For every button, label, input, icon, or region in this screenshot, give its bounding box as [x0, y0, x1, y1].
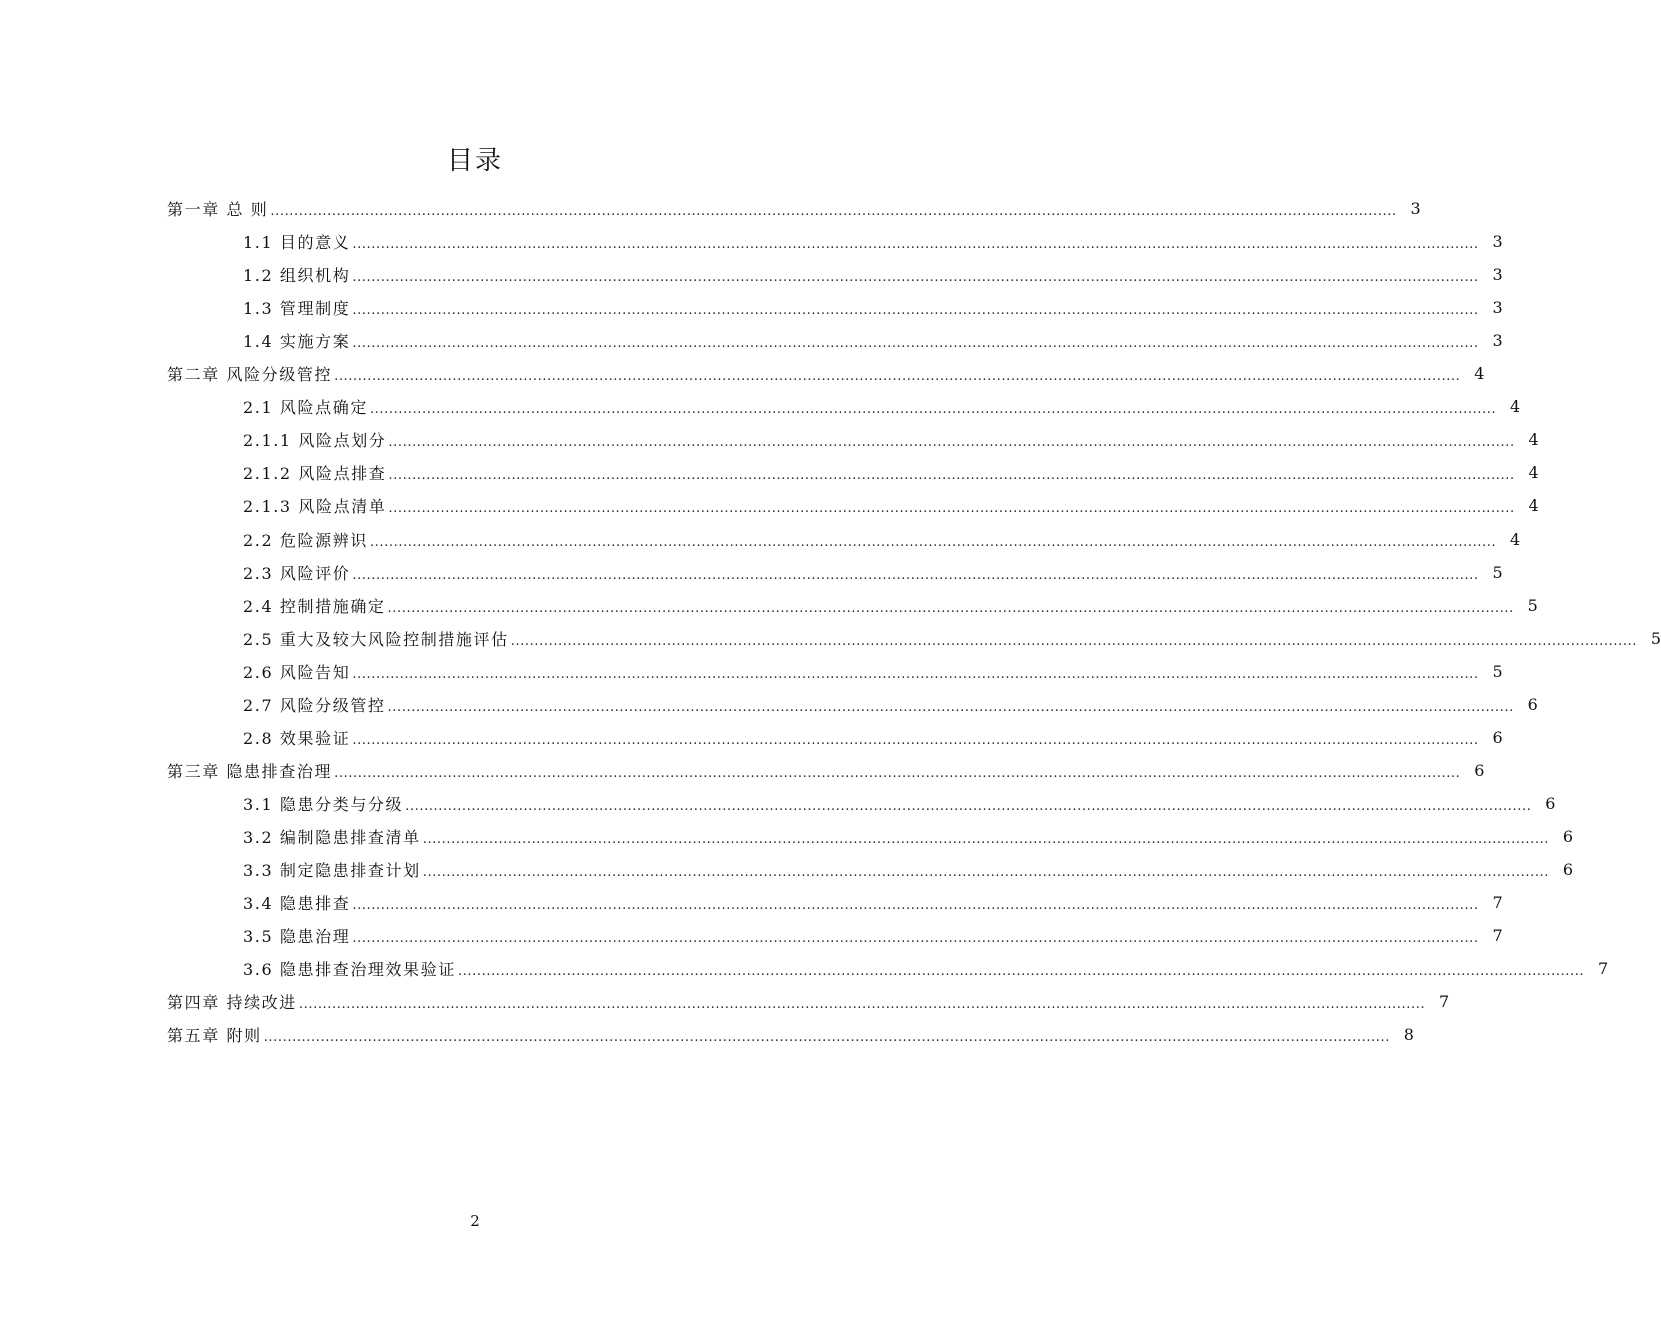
toc-dot-leader: ..............................................................................................................................................................................................................................................: [387, 699, 1514, 715]
toc-section-entry[interactable]: [243, 489, 1539, 522]
toc-section-entry[interactable]: [243, 820, 1574, 853]
toc-entry-label: 3.1 隐患分类与分级: [243, 794, 404, 814]
toc-entry-page: 7: [1439, 992, 1450, 1012]
toc-entry-label: 第五章 附则: [167, 1026, 262, 1046]
toc-entry-label: 1.2 组织机构: [243, 266, 351, 286]
toc-dot-leader: ..............................................................................................................................................................................................................................................: [352, 898, 1479, 914]
toc-dot-leader: ..............................................................................................................................................................................................................................................: [510, 633, 1638, 649]
toc-entry-page: 6: [1474, 760, 1485, 780]
toc-dot-leader: ..............................................................................................................................................................................................................................................: [405, 798, 1532, 814]
toc-dot-leader: ..............................................................................................................................................................................................................................................: [334, 765, 1461, 781]
toc-dot-leader: ..............................................................................................................................................................................................................................................: [388, 435, 1515, 451]
toc-section-entry[interactable]: [243, 523, 1521, 556]
toc-entry-label: 1.4 实施方案: [243, 332, 351, 352]
toc-dot-leader: ..............................................................................................................................................................................................................................................: [352, 931, 1479, 947]
toc-dot-leader: ..............................................................................................................................................................................................................................................: [298, 997, 1426, 1013]
toc-entry-label: 2.4 控制措施确定: [243, 596, 386, 616]
toc-entry-page: 4: [1510, 397, 1521, 417]
toc-section-entry[interactable]: [243, 886, 1503, 919]
toc-entry-page: 7: [1492, 893, 1503, 913]
toc-entry-label: 3.6 隐患排查治理效果验证: [243, 960, 456, 980]
toc-entry-page: 3: [1492, 232, 1503, 252]
toc-entry-label: 2.8 效果验证: [243, 728, 351, 748]
toc-section-entry[interactable]: [243, 258, 1503, 291]
page-title: 目录: [446, 146, 503, 176]
toc-entry-page: 5: [1650, 628, 1661, 648]
toc-entry-label: 第二章 风险分级管控: [167, 365, 333, 385]
toc-dot-leader: ..............................................................................................................................................................................................................................................: [352, 303, 1479, 319]
toc-section-entry[interactable]: [243, 919, 1503, 952]
toc-entry-label: 3.4 隐患排查: [243, 894, 351, 914]
toc-entry-label: 3.2 编制隐患排查清单: [243, 827, 421, 847]
toc-entry-page: 5: [1492, 661, 1503, 681]
toc-entry-page: 4: [1510, 529, 1521, 549]
toc-section-entry[interactable]: [243, 622, 1661, 655]
toc-entry-page: 5: [1492, 562, 1503, 582]
toc-entry-label: 2.3 风险评价: [243, 563, 351, 583]
toc-dot-leader: ..............................................................................................................................................................................................................................................: [369, 534, 1497, 550]
toc-section-entry[interactable]: [243, 324, 1503, 357]
toc-entry-page: 4: [1528, 496, 1539, 516]
toc-dot-leader: ..............................................................................................................................................................................................................................................: [422, 865, 1550, 880]
toc-dot-leader: ..............................................................................................................................................................................................................................................: [388, 468, 1515, 484]
toc-entry-page: 3: [1492, 331, 1503, 351]
toc-section-entry[interactable]: [243, 688, 1538, 721]
toc-section-entry[interactable]: [243, 423, 1539, 456]
toc-entry-page: 6: [1545, 793, 1556, 813]
toc-entry-label: 2.1 风险点确定: [243, 398, 368, 418]
toc-entry-label: 2.1.1 风险点划分: [243, 431, 387, 451]
toc-section-entry[interactable]: [243, 853, 1574, 886]
toc-entry-label: 2.5 重大及较大风险控制措施评估: [243, 629, 509, 649]
toc-entry-page: 4: [1474, 364, 1485, 384]
toc-section-entry[interactable]: [243, 952, 1609, 985]
toc-entry-label: 2.6 风险告知: [243, 662, 351, 682]
toc-entry-page: 7: [1598, 959, 1609, 979]
page-number: 2: [470, 1212, 480, 1230]
toc-entry-page: 3: [1410, 199, 1421, 218]
toc-section-entry[interactable]: [243, 291, 1503, 324]
toc-section-entry[interactable]: [243, 225, 1503, 258]
toc-section-entry[interactable]: [243, 655, 1503, 688]
toc-entry-page: 4: [1528, 430, 1539, 450]
toc-entry-label: 2.1.2 风险点排查: [243, 464, 387, 484]
toc-dot-leader: ..............................................................................................................................................................................................................................................: [352, 732, 1479, 748]
toc-dot-leader: ..............................................................................................................................................................................................................................................: [263, 1030, 1390, 1046]
toc-entry-page: 7: [1492, 926, 1503, 946]
toc-dot-leader: ..............................................................................................................................................................................................................................................: [334, 369, 1461, 385]
toc-entry-page: 6: [1527, 694, 1538, 714]
toc-entry-page: 4: [1528, 463, 1539, 483]
toc-dot-leader: ..............................................................................................................................................................................................................................................: [369, 402, 1497, 418]
toc-dot-leader: ..............................................................................................................................................................................................................................................: [352, 270, 1479, 286]
toc-chapter-entry[interactable]: [167, 1018, 1414, 1051]
toc-entry-page: 8: [1403, 1025, 1414, 1045]
toc-dot-leader: ..............................................................................................................................................................................................................................................: [422, 831, 1550, 847]
toc-entry-page: 6: [1562, 826, 1574, 846]
toc-dot-leader: ..............................................................................................................................................................................................................................................: [352, 666, 1479, 682]
toc-section-entry[interactable]: [243, 390, 1521, 423]
toc-chapter-entry[interactable]: [167, 357, 1485, 390]
toc-entry-page: 5: [1527, 595, 1538, 615]
toc-entry-page: 3: [1492, 265, 1503, 285]
toc-section-entry[interactable]: [243, 456, 1539, 489]
toc-entry-page: 6: [1492, 727, 1503, 747]
toc-dot-leader: ..............................................................................................................................................................................................................................................: [352, 567, 1479, 583]
toc-entry-label: 1.1 目的意义: [243, 233, 351, 253]
toc-entry-label: 1.3 管理制度: [243, 299, 351, 319]
toc-section-entry[interactable]: [243, 589, 1538, 622]
toc-entry-label: 第三章 隐患排查治理: [167, 761, 333, 781]
toc-entry-page: 3: [1492, 298, 1503, 318]
toc-entry-label: 3.5 隐患治理: [243, 927, 351, 947]
toc-entry-label: 2.1.3 风险点清单: [243, 497, 387, 517]
toc-dot-leader: ..............................................................................................................................................................................................................................................: [388, 501, 1515, 517]
toc-dot-leader: ..............................................................................................................................................................................................................................................: [387, 600, 1514, 616]
toc-dot-leader: ..............................................................................................................................................................................................................................................: [352, 237, 1479, 253]
toc-entry-label: 2.2 危险源辨识: [243, 530, 368, 550]
toc-entry-label: 2.7 风险分级管控: [243, 695, 386, 715]
toc-section-entry[interactable]: [243, 721, 1503, 754]
toc-dot-leader: ..............................................................................................................................................................................................................................................: [457, 964, 1585, 980]
toc-section-entry[interactable]: [243, 556, 1503, 589]
toc-chapter-entry[interactable]: [167, 985, 1450, 1018]
toc-chapter-entry[interactable]: [167, 754, 1485, 787]
toc-chapter-entry[interactable]: [167, 192, 1421, 225]
toc-section-entry[interactable]: [243, 787, 1556, 820]
toc-dot-leader: ..............................................................................................................................................................................................................................................: [352, 336, 1479, 352]
toc-entry-label: 第四章 持续改进: [167, 993, 297, 1013]
toc-dot-leader: ..............................................................................................................................................................................................................................................: [270, 204, 1397, 219]
toc-entry-label: 第一章 总 则: [167, 200, 269, 219]
toc-entry-label: 3.3 制定隐患排查计划: [243, 861, 421, 880]
toc-entry-page: 6: [1562, 860, 1574, 879]
